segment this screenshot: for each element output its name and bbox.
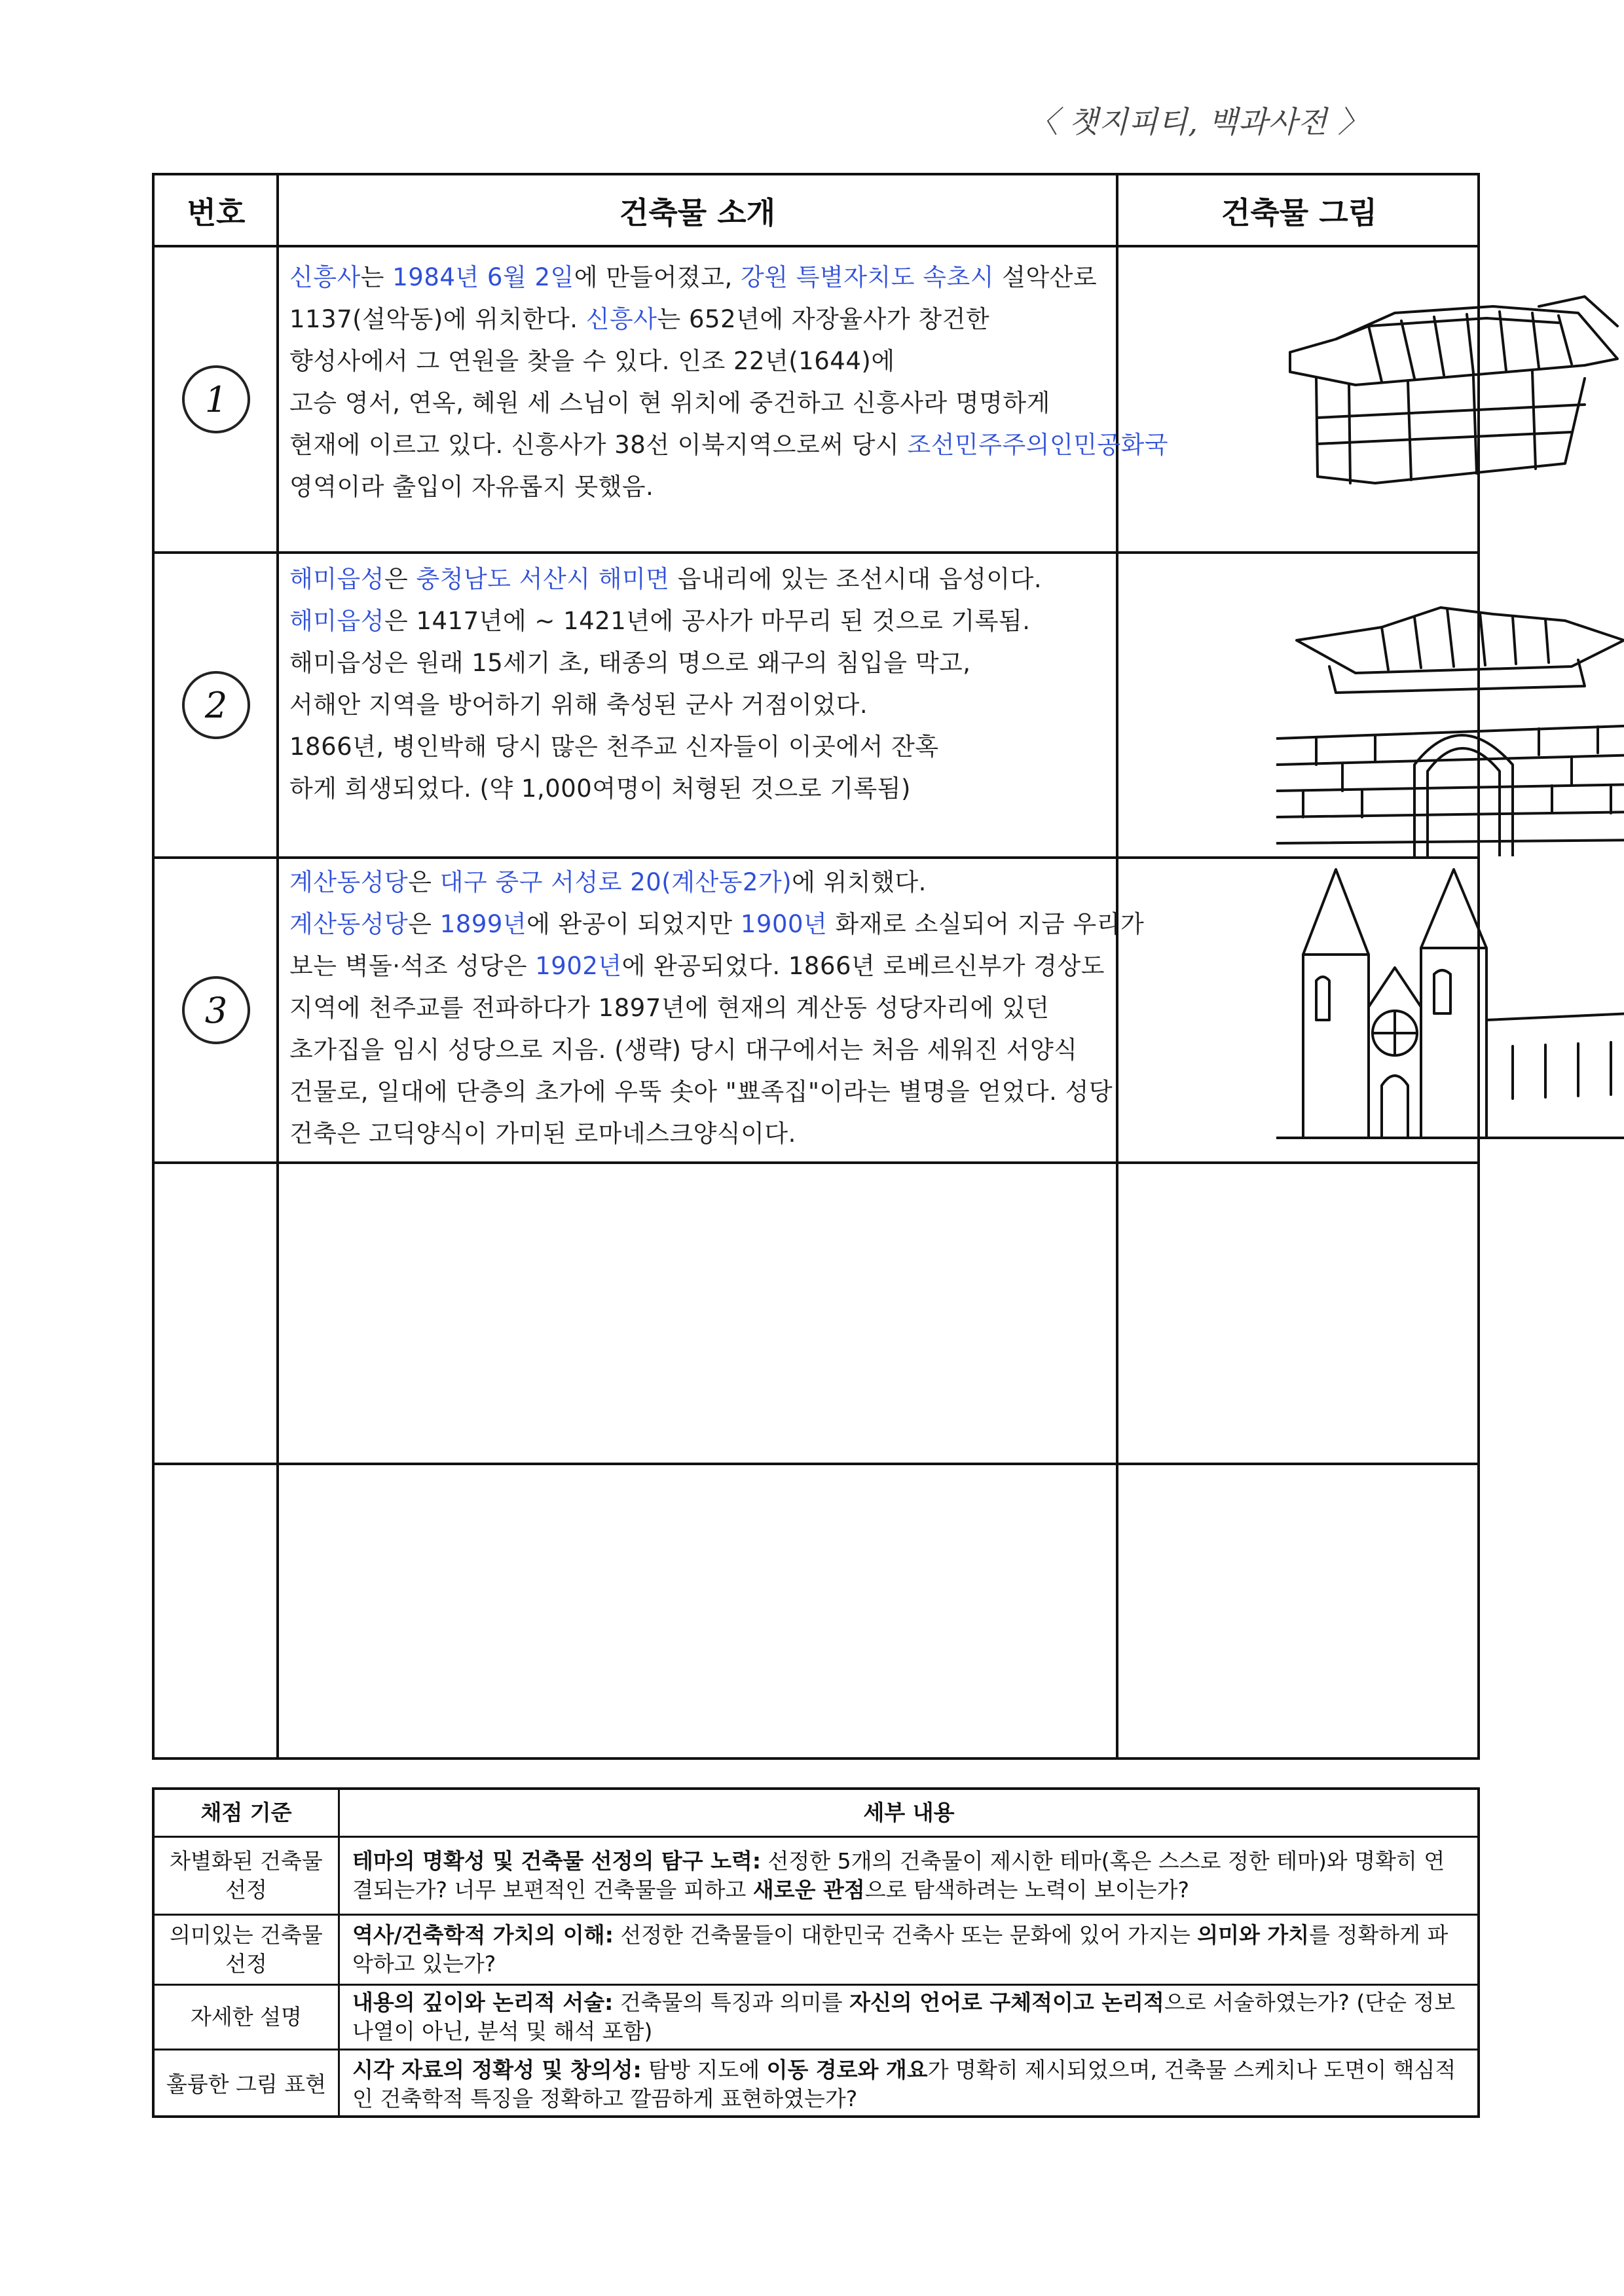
row-5-number: [155, 1465, 278, 1757]
hanok-temple-sketch: [1276, 287, 1624, 509]
intro-line: 계산동성당은 대구 중구 서성로 20(계산동2가)에 위치했다.: [289, 868, 927, 896]
row-2-intro: [289, 558, 1259, 810]
rubric-detail: 내용의 깊이와 논리적 서술: 건축물의 특징과 의미를 자신의 언어로 구체적이고 논리적으로 서술하였는가? (단순 정보 나열이 아닌, 분석 및 해석 포함): [352, 1990, 1456, 2044]
circled-number: 3: [182, 976, 250, 1044]
row-4-number: [155, 1164, 278, 1463]
row-1-intro: [289, 257, 1259, 508]
intro-line: 초가집을 임시 성당으로 지음. (생략) 당시 대구에서는 처음 세워진 서양식: [289, 1036, 1078, 1064]
header-intro: 건축물 소개: [619, 195, 776, 230]
intro-line: 보는 벽돌·석조 성당은 1902년에 완공되었다. 1866년 로베르신부가 경상도: [289, 952, 1105, 980]
rubric-row: [155, 2050, 1477, 2118]
intro-line: 해미읍성은 원래 15세기 초, 태종의 명으로 왜구의 침입을 막고,: [289, 649, 971, 677]
fortress-gate-sketch: [1276, 594, 1624, 856]
intro-line: 건물로, 일대에 단층의 초가에 우뚝 솟아 "뾰족집"이라는 별명을 얻었다. 성당: [289, 1078, 1113, 1106]
intro-line: 향성사에서 그 연원을 찾을 수 있다. 인조 22년(1644)에: [289, 347, 895, 375]
intro-line: 하게 희생되었다. (약 1,000여명이 처형된 것으로 기록됨): [289, 774, 911, 803]
rubric-criteria: 훌륭한 그림 표현: [166, 2071, 327, 2097]
gothic-church-sketch: [1276, 863, 1624, 1157]
row-3-intro: [289, 862, 1259, 1155]
rubric-table: [152, 1787, 1480, 2118]
building-table: [152, 173, 1480, 1760]
rubric-detail: 테마의 명확성 및 건축물 선정의 탐구 노력: 선정한 5개의 건축물이 제시한 테마(혹은 스스로 정한 테마)와 명확히 연결되는가? 너무 보편적인 건축물을 피하고 새로운 관점으로 탐색하려는 노력이 보이는가?: [352, 1848, 1445, 1903]
rubric-header-row: [155, 1790, 1477, 1836]
intro-line: 서해안 지역을 방어하기 위해 축성된 군사 거점이었다.: [289, 691, 868, 719]
rubric-criteria: 차별화된 건축물 선정: [170, 1848, 323, 1903]
intro-line: 해미읍성은 충청남도 서산시 해미면 읍내리에 있는 조선시대 읍성이다.: [289, 565, 1043, 593]
intro-line: 1866년, 병인박해 당시 많은 천주교 신자들이 이곳에서 잔혹: [289, 733, 939, 761]
rubric-detail: 시각 자료의 정확성 및 창의성: 탐방 지도에 이동 경로와 개요가 명확히 제시되었으며, 건축물 스케치나 도면이 핵심적인 건축학적 특징을 정확하고 깔끔하게 표현하였는가?: [352, 2056, 1456, 2111]
intro-line: 계산동성당은 1899년에 완공이 되었지만 1900년 화재로 소실되어 지금 우리가: [289, 910, 1145, 938]
rubric-detail: 역사/건축학적 가치의 이해: 선정한 건축물들이 대한민국 건축사 또는 문화에 있어 가지는 의미와 가치를 정확하게 파악하고 있는가?: [352, 1922, 1449, 1977]
row-3-number: [155, 859, 278, 1161]
intro-line: 건축은 고딕양식이 가미된 로마네스크양식이다.: [289, 1120, 796, 1148]
intro-line: 해미읍성은 1417년에 ~ 1421년에 공사가 마무리 된 것으로 기록됨.: [289, 607, 1031, 635]
circled-number: 2: [182, 671, 250, 739]
header-drawing: 건축물 그림: [1221, 195, 1378, 230]
circled-number: 1: [182, 365, 250, 433]
rubric-row: [155, 1916, 1477, 1984]
rubric-row: [155, 1838, 1477, 1914]
intro-line: 영역이라 출입이 자유롭지 못했음.: [289, 473, 654, 501]
rubric-row: [155, 1986, 1477, 2049]
rubric-criteria: 의미있는 건축물 선정: [170, 1922, 323, 1977]
source-note: 〈 챗지피티, 백과사전 〉: [1028, 104, 1369, 139]
rubric-header-criteria: 채점 기준: [200, 1800, 292, 1825]
intro-line: 현재에 이르고 있다. 신흥사가 38선 이북지역으로써 당시 조선민주주의인민공화국: [289, 431, 1169, 459]
intro-line: 1137(설악동)에 위치한다. 신흥사는 652년에 자장율사가 창건한: [289, 305, 990, 333]
intro-line: 지역에 천주교를 전파하다가 1897년에 현재의 계산동 성당자리에 있던: [289, 994, 1050, 1022]
row-1-number: [155, 247, 278, 551]
rubric-criteria: 자세한 설명: [191, 2004, 302, 2030]
row-2-number: [155, 554, 278, 856]
rubric-header-detail: 세부 내용: [863, 1800, 955, 1825]
intro-line: 고승 영서, 연옥, 혜원 세 스님이 현 위치에 중건하고 신흥사라 명명하게: [289, 389, 1050, 417]
intro-line: 신흥사는 1984년 6월 2일에 만들어졌고, 강원 특별자치도 속초시 설악산로: [289, 263, 1098, 291]
header-number: 번호: [187, 195, 246, 230]
